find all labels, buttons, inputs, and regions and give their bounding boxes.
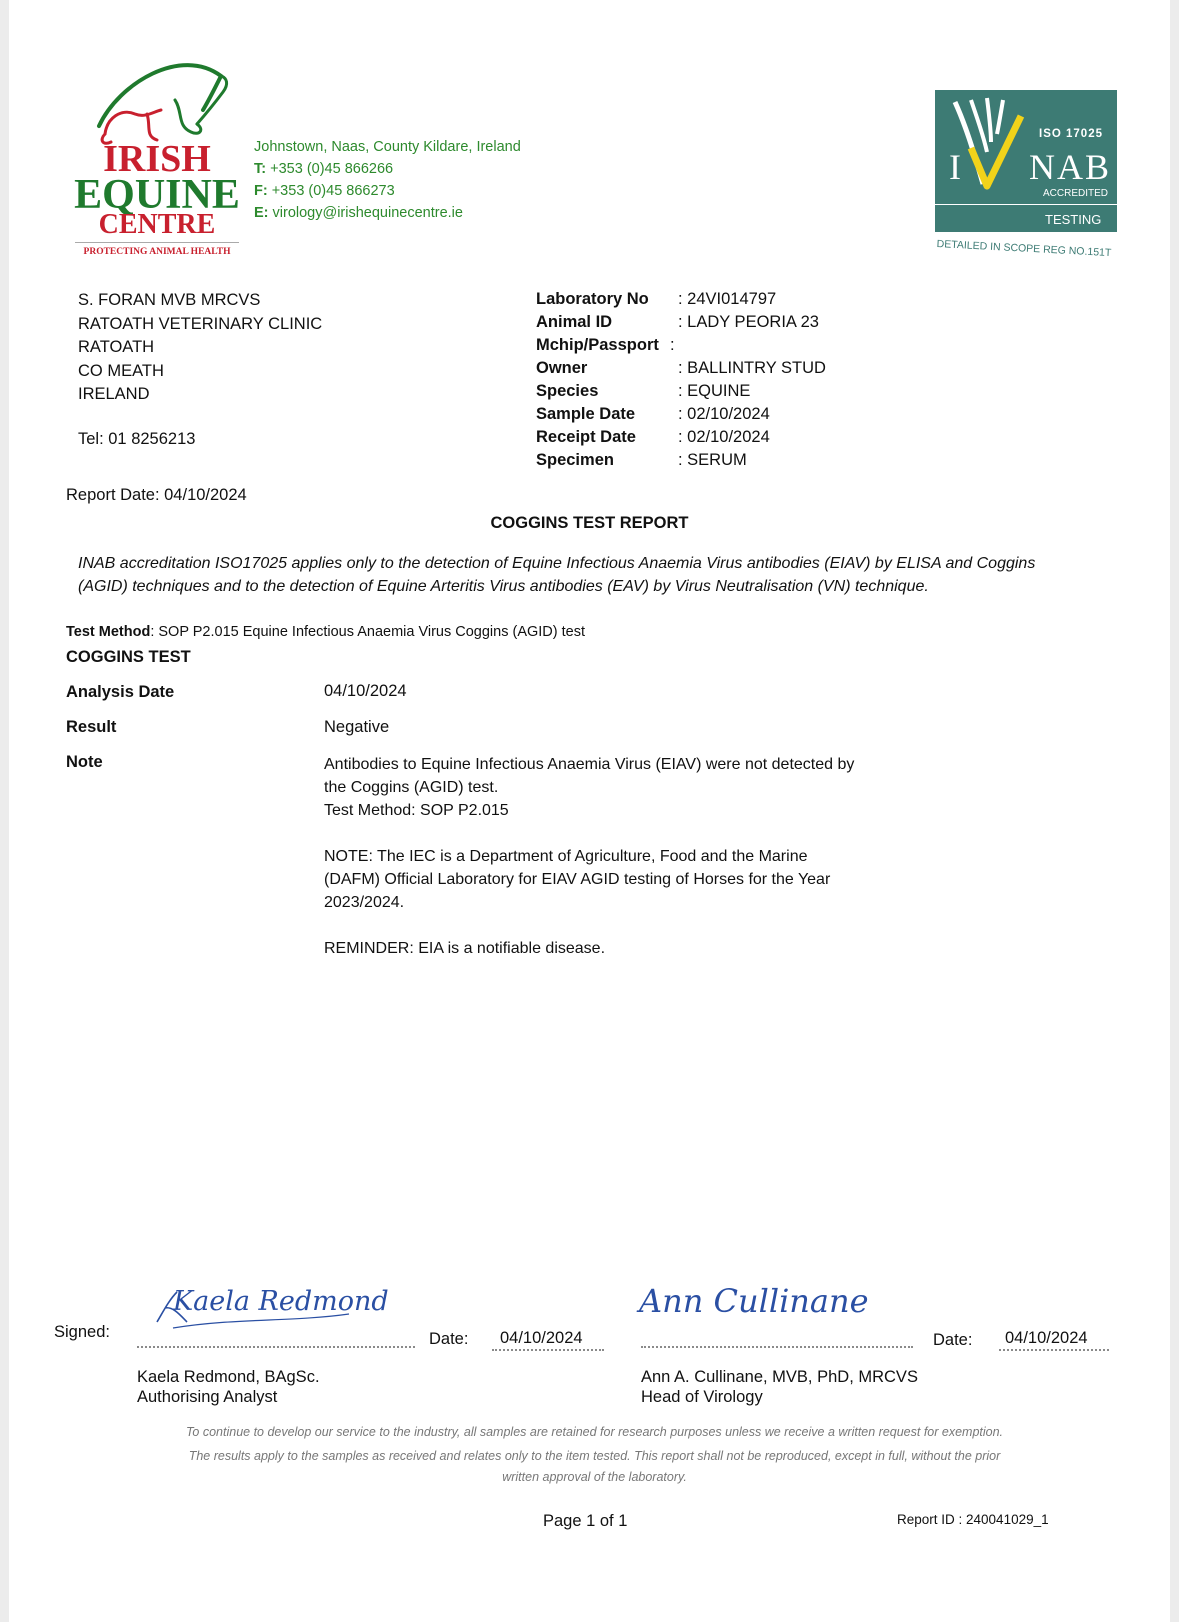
note-line: the Coggins (AGID) test.: [324, 779, 499, 796]
section-title: COGGINS TEST: [66, 648, 191, 666]
contact-block: [254, 136, 521, 224]
signature-left-title: Authorising Analyst: [137, 1388, 278, 1406]
analysis-date-label: Analysis Date: [66, 683, 175, 701]
contact-fax: F: +353 (0)45 866273: [254, 183, 395, 199]
logo-divider: [75, 242, 239, 243]
footer-disclaimer-1: To continue to develop our service to the industry, all samples are retained for research purposes unless we receive a written request for exemption.: [185, 1425, 1004, 1439]
logo-irish: IRISH: [103, 138, 211, 180]
lab-info-table: Laboratory No : 24VI014797 Animal ID : LADY PEORIA 23 Mchip/Passport : Owner : BALLINTRY STUD Species : EQUINE Sample Date : 02/10/2024 Receipt Date : 02/10/2024 Specimen : SERUM: [536, 290, 826, 469]
report-date: Report Date: 04/10/2024: [66, 486, 247, 504]
inab-accreditation-badge: [935, 90, 1131, 260]
signature-left-line: [137, 1346, 415, 1348]
logo-centre: CENTRE: [98, 209, 216, 240]
inab-testing: TESTING: [1045, 212, 1102, 227]
result-value: Negative: [324, 718, 390, 736]
signature-right-date: 04/10/2024: [1005, 1329, 1088, 1347]
recipient-line: RATOATH: [78, 338, 155, 356]
result-label: Result: [66, 718, 117, 736]
footer-disclaimer-line: written approval of the laboratory.: [502, 1470, 687, 1484]
test-method: Test Method: SOP P2.015 Equine Infectious Anaemia Virus Coggins (AGID) test: [66, 624, 586, 640]
report-id: Report ID : 240041029_1: [897, 1512, 1049, 1527]
signature-right-name: Ann A. Cullinane, MVB, PhD, MRCVS: [641, 1368, 918, 1386]
accreditation-note: INAB accreditation ISO17025 applies only to the detection of Equine Infectious Anaemia Virus antibodies (EIAV) by ELISA and Coggins (AGID) techniques and to the detection of Equine Arteritis Virus antibodies (EAV) by Virus Neutralisation (VN) technique.: [78, 555, 1036, 595]
signature-left-name: Kaela Redmond, BAgSc.: [137, 1368, 320, 1386]
page-number: Page 1 of 1: [543, 1512, 628, 1530]
signature-left-date: 04/10/2024: [500, 1329, 583, 1347]
signature-right-date-line: [999, 1349, 1109, 1351]
logo-tagline: PROTECTING ANIMAL HEALTH: [83, 247, 231, 257]
inab-brand-i: I: [949, 147, 961, 187]
signed-label: Signed:: [54, 1323, 110, 1341]
note-line: (DAFM) Official Laboratory for EIAV AGID testing of Horses for the Year: [324, 871, 831, 888]
contact-phone: T: +353 (0)45 866266: [254, 161, 394, 177]
inab-accredited: ACCREDITED: [1043, 188, 1109, 199]
report-page: [9, 0, 1170, 1622]
signature-right-text: Ann Cullinane: [639, 1282, 869, 1320]
contact-email[interactable]: E: virology@irishequinecentre.ie: [254, 205, 463, 221]
recipient-line: CO MEATH: [78, 361, 164, 380]
horse-logo-icon: [71, 48, 243, 148]
recipient-address: [78, 289, 322, 407]
signature-left-image: [143, 1286, 413, 1334]
note-line: 2023/2024.: [324, 894, 405, 911]
recipient-line: RATOATH VETERINARY CLINIC: [78, 314, 323, 333]
recipient-line: IRELAND: [78, 385, 150, 403]
irish-equine-centre-logo: [71, 48, 243, 270]
inab-divider: [935, 204, 1117, 205]
analysis-date-value: 04/10/2024: [324, 682, 407, 700]
note-line: REMINDER: EIA is a notifiable disease.: [324, 940, 606, 957]
note-line: Test Method: SOP P2.015: [324, 802, 509, 819]
inab-brand-nab: NAB: [1029, 147, 1112, 187]
signature-left-date-label: Date:: [429, 1330, 469, 1348]
signature-left-text: Kaela Redmond: [173, 1286, 389, 1317]
signature-right-date-label: Date:: [933, 1331, 973, 1349]
inab-iso-text: ISO 17025: [1039, 128, 1103, 140]
logo-equine: EQUINE: [74, 172, 240, 218]
inab-scope: DETAILED IN SCOPE REG NO.151T: [936, 238, 1112, 260]
report-title: COGGINS TEST REPORT: [490, 514, 689, 532]
note-body: [324, 753, 924, 960]
signature-right-image: [639, 1282, 899, 1336]
note-line: NOTE: The IEC is a Department of Agriculture, Food and the Marine: [324, 848, 808, 865]
signature-right-line: [641, 1346, 913, 1348]
note-line: Antibodies to Equine Infectious Anaemia Virus (EIAV) were not detected by: [324, 756, 855, 773]
signature-left-date-line: [492, 1349, 604, 1351]
recipient-tel: Tel: 01 8256213: [78, 430, 196, 448]
recipient-line: S. FORAN MVB MRCVS: [78, 291, 261, 309]
note-label: Note: [66, 753, 103, 771]
footer-disclaimer-line: The results apply to the samples as received and relates only to the item tested. This report shall not be reproduced, except in full, without the prior: [188, 1449, 1001, 1463]
signature-right-title: Head of Virology: [641, 1388, 763, 1406]
contact-address: Johnstown, Naas, County Kildare, Ireland: [254, 139, 521, 155]
footer-disclaimer-2: [69, 1446, 1120, 1488]
